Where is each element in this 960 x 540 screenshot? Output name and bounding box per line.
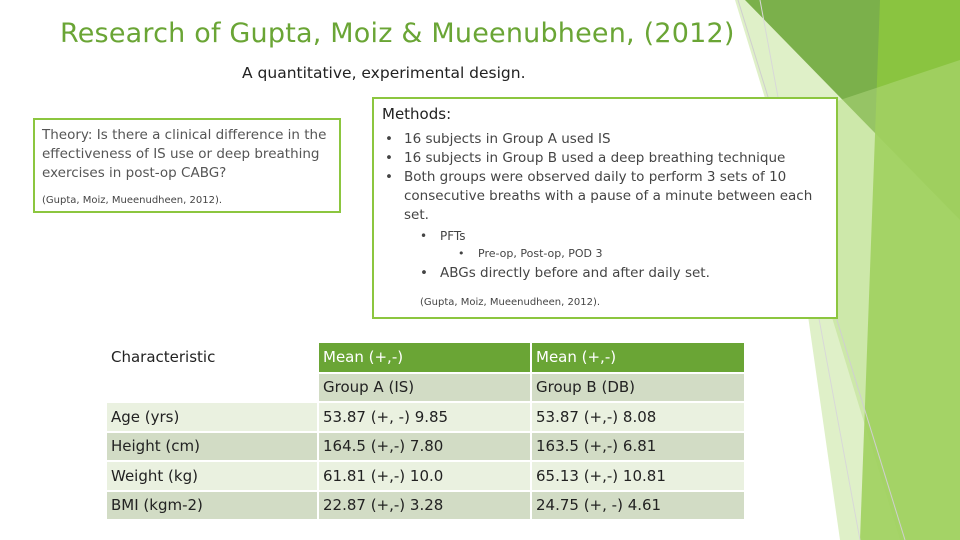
- methods-citation: (Gupta, Moiz, Mueenudheen, 2012).: [420, 297, 601, 308]
- methods-sub-bullet: • PFTs: [382, 227, 828, 245]
- table-header-cell: Mean (+,-): [531, 343, 744, 373]
- table-cell: 53.87 (+, -) 9.85: [318, 402, 531, 432]
- table-cell: Height (cm): [106, 432, 318, 462]
- table-cell: 53.87 (+,-) 8.08: [531, 402, 744, 432]
- theory-citation: (Gupta, Moiz, Mueenudheen, 2012).: [42, 195, 223, 206]
- characteristics-table: [105, 343, 744, 521]
- methods-list: [382, 130, 828, 283]
- table-cell: 65.13 (+,-) 10.81: [531, 461, 744, 491]
- methods-bullet: • 16 subjects in Group A used IS: [382, 130, 828, 149]
- table-cell: Weight (kg): [106, 461, 318, 491]
- table-header-cell: Mean (+,-): [318, 343, 531, 373]
- methods-heading: Methods:: [382, 105, 452, 123]
- table-cell: Group B (DB): [531, 373, 744, 403]
- table-row: [106, 432, 744, 462]
- methods-sub-bullet: • ABGs directly before and after daily set.: [382, 264, 828, 283]
- table-cell: 61.81 (+,-) 10.0: [318, 461, 531, 491]
- table-cell: 164.5 (+,-) 7.80: [318, 432, 531, 462]
- methods-sub-sub-bullet: • Pre-op, Post-op, POD 3: [382, 245, 828, 262]
- theory-text: Theory: Is there a clinical difference in the effectiveness of IS use or deep breathing exercises in post-op CABG?: [42, 127, 327, 181]
- table-header-cell: Characteristic: [106, 343, 318, 373]
- table-cell: Age (yrs): [106, 402, 318, 432]
- table-cell: 163.5 (+,-) 6.81: [531, 432, 744, 462]
- theory-box: [33, 118, 341, 213]
- table-subheader-row: [106, 373, 744, 403]
- table-cell: 24.75 (+, -) 4.61: [531, 491, 744, 521]
- slide-subtitle: A quantitative, experimental design.: [242, 64, 526, 82]
- methods-bullet: • 16 subjects in Group B used a deep breathing technique: [382, 149, 828, 168]
- methods-bullet: • Both groups were observed daily to perform 3 sets of 10 consecutive breaths with a pause of a minute between each set.: [382, 168, 828, 225]
- table-row: [106, 491, 744, 521]
- slide-title: Research of Gupta, Moiz & Mueenubheen, (2012): [60, 18, 735, 49]
- table-cell: Group A (IS): [318, 373, 531, 403]
- table-cell: [106, 373, 318, 403]
- table-header-row: [106, 343, 744, 373]
- table-row: [106, 461, 744, 491]
- table-row: [106, 402, 744, 432]
- methods-box: [372, 97, 838, 319]
- table-cell: BMI (kgm-2): [106, 491, 318, 521]
- table-cell: 22.87 (+,-) 3.28: [318, 491, 531, 521]
